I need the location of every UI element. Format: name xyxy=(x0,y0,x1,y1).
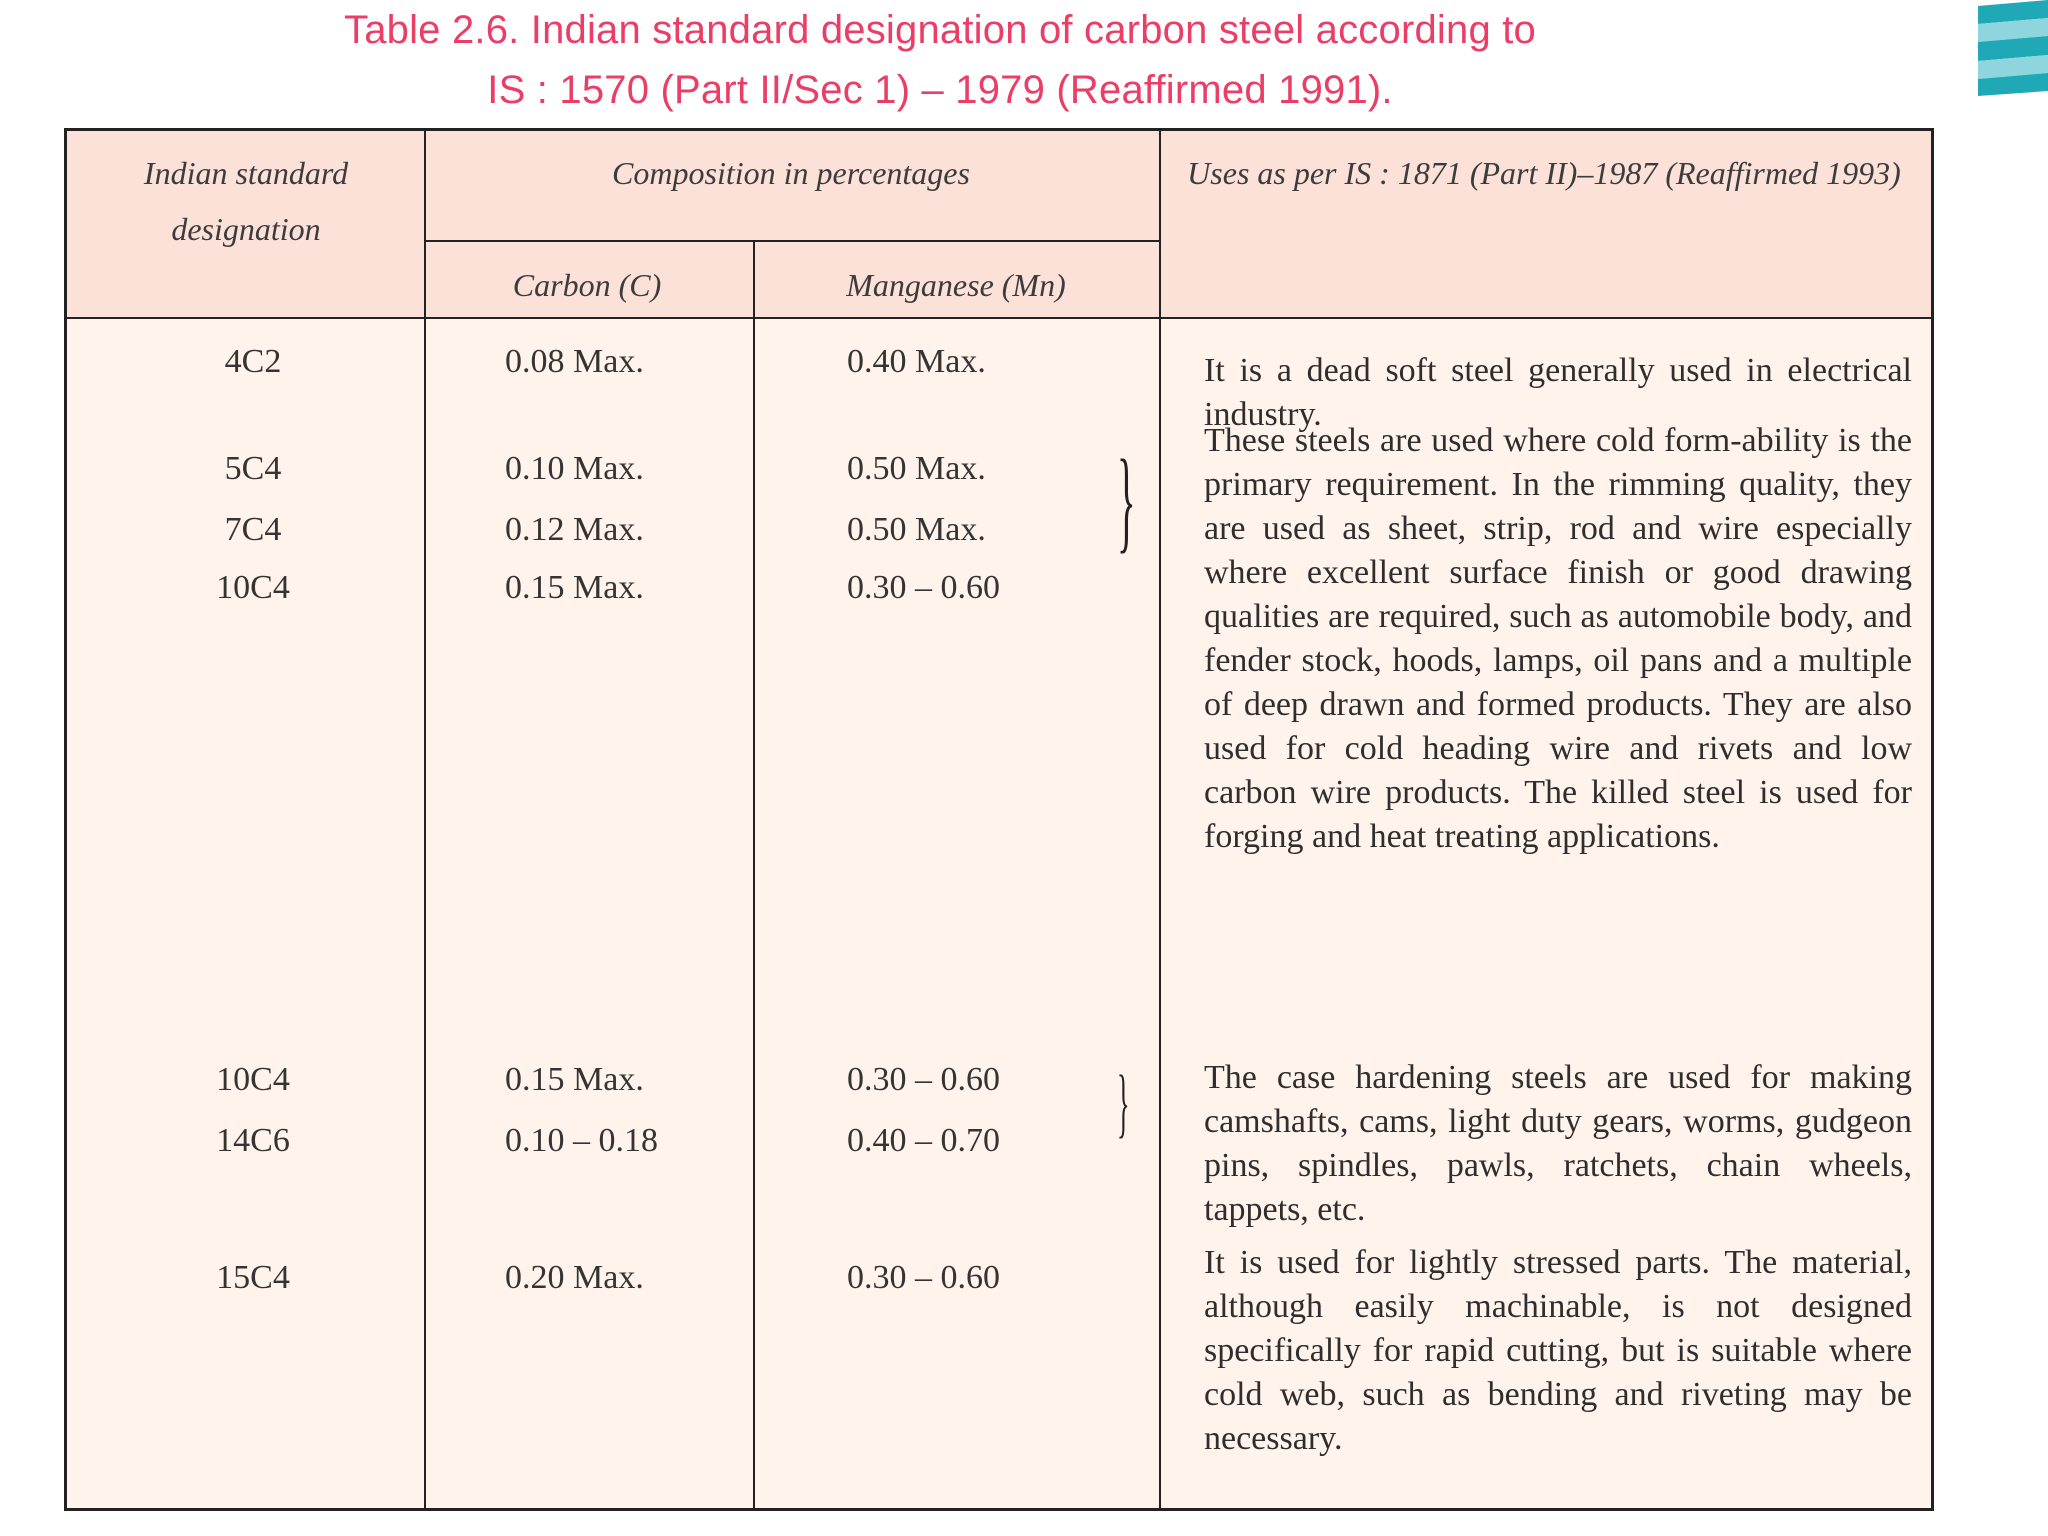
slide-title xyxy=(250,0,1630,120)
designation-7c4: 7C4 xyxy=(224,511,282,548)
uses-text-15c4: It is used for lightly stressed parts. The material, although easily machinable, is not designed specifically for rapid cutting, but is suitable where cold web, such as bending and riveting may be necessary. xyxy=(1204,1244,1912,1457)
designation-15c4: 15C4 xyxy=(216,1259,290,1296)
uses-text-4c2: It is a dead soft steel generally used in electrical industry. xyxy=(1204,352,1912,433)
slide-title-line-1: Table 2.6. Indian standard designation of carbon steel according to xyxy=(344,8,1536,52)
header-composition: Composition in percentages xyxy=(612,155,970,191)
designation-5c4: 5C4 xyxy=(224,450,282,487)
column-rule-2 xyxy=(753,240,755,1508)
teal-stripes-decor xyxy=(1978,0,2048,96)
designation-4c2: 4C2 xyxy=(224,343,282,380)
uses-text-group-1: These steels are used where cold form-ability is the primary requirement. In the rimming quality, they are used as sheet, strip, rod and wire especially where excellent surface finish or good drawing qualities are required, such as automobile body, and fender stock, hoods, lamps, oil pans and a multiple of deep drawn and formed products. They are also used for cold heading wire and rivets and low carbon wire products. The killed steel is used for forging and heat treating applications. xyxy=(1204,422,1912,855)
carbon-5c4: 0.10 Max. xyxy=(505,450,644,487)
manganese-15c4: 0.30 – 0.60 xyxy=(847,1259,1000,1296)
slide-title-line-2: IS : 1570 (Part II/Sec 1) – 1979 (Reaffirmed 1991). xyxy=(487,68,1393,112)
manganese-10c4-case-hardening: 0.30 – 0.60 xyxy=(847,1061,1000,1098)
manganese-14c6: 0.40 – 0.70 xyxy=(847,1122,1000,1159)
manganese-4c2: 0.40 Max. xyxy=(847,343,986,380)
grouping-brace-icon: } xyxy=(1117,436,1136,563)
designation-14c6: 14C6 xyxy=(216,1122,290,1159)
header-designation: Indian standard designation xyxy=(143,155,349,247)
carbon-15c4: 0.20 Max. xyxy=(505,1259,644,1296)
carbon-10c4: 0.15 Max. xyxy=(505,569,644,606)
manganese-7c4: 0.50 Max. xyxy=(847,511,986,548)
uses-text-group-2: The case hardening steels are used for making camshafts, cams, light duty gears, worms, gudgeon pins, spindles, pawls, ratchets, chain wheels, tappets, etc. xyxy=(1204,1059,1912,1228)
header-manganese: Manganese (Mn) xyxy=(846,267,1066,303)
manganese-5c4: 0.50 Max. xyxy=(847,450,986,487)
carbon-14c6: 0.10 – 0.18 xyxy=(505,1122,658,1159)
column-rule-3 xyxy=(1159,131,1161,1508)
carbon-7c4: 0.12 Max. xyxy=(505,511,644,548)
header-carbon: Carbon (C) xyxy=(512,267,662,303)
header-divider xyxy=(67,317,1931,319)
carbon-10c4-case-hardening: 0.15 Max. xyxy=(505,1061,644,1098)
grouping-brace-icon: } xyxy=(1117,1059,1130,1145)
carbon-4c2: 0.08 Max. xyxy=(505,343,644,380)
designation-10c4: 10C4 xyxy=(216,569,290,606)
header-uses: Uses as per IS : 1871 (Part II)–1987 (Reaffirmed 1993) xyxy=(1187,155,1901,191)
steel-designation-table xyxy=(64,128,1934,1511)
composition-divider xyxy=(424,240,1161,242)
designation-10c4-case-hardening: 10C4 xyxy=(216,1061,290,1098)
manganese-10c4: 0.30 – 0.60 xyxy=(847,569,1000,606)
column-rule-1 xyxy=(424,131,426,1508)
